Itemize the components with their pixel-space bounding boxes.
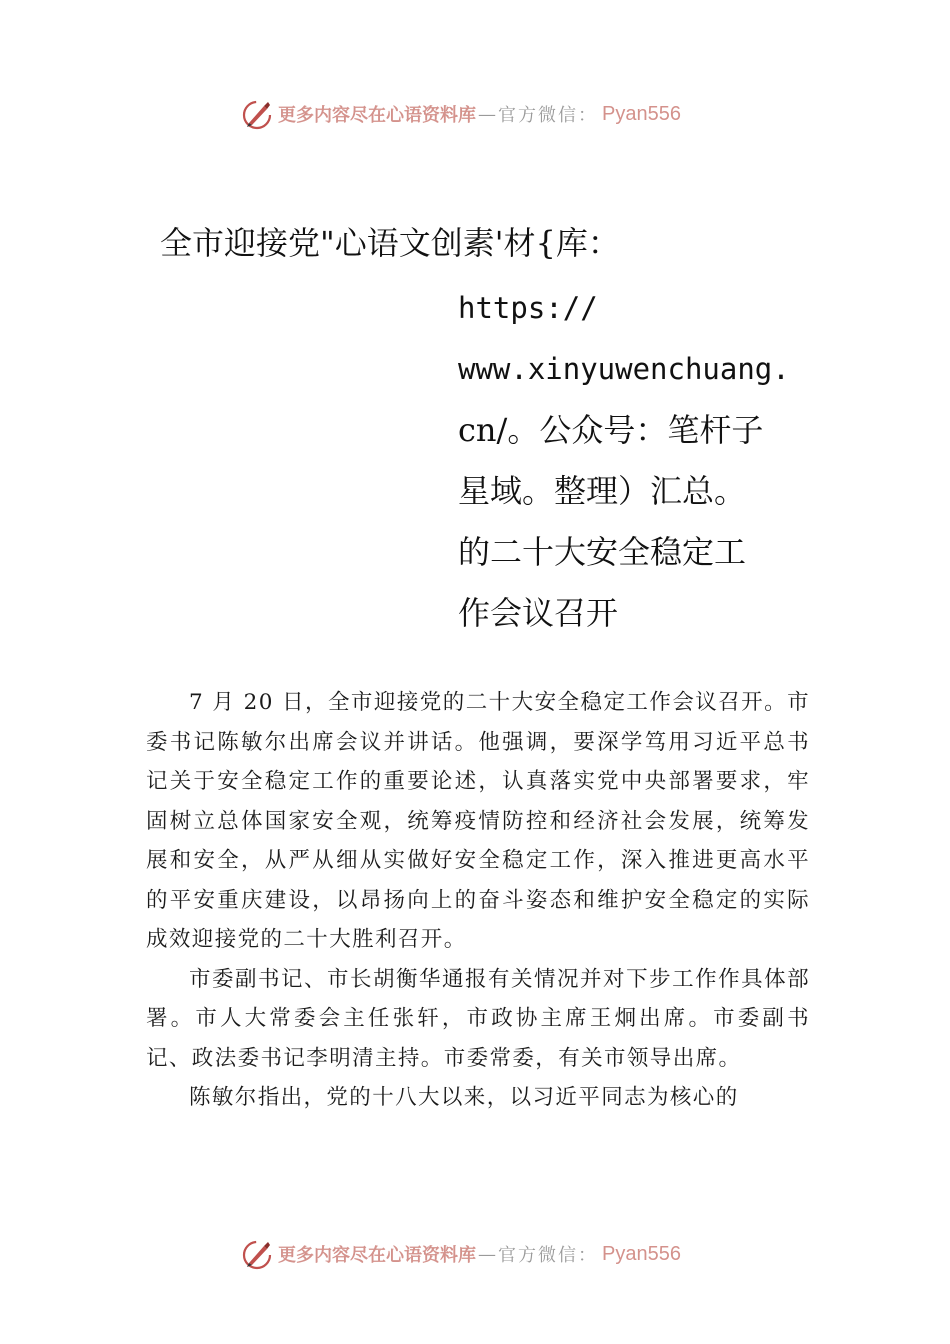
body-paragraph-3: 陈敏尔指出，党的十八大以来，以习近平同志为核心的	[189, 1085, 739, 1110]
footer-wechat-id: Pyan556	[602, 1242, 681, 1265]
header-watermark-text: 更多内容尽在心语资料库	[278, 105, 476, 126]
document-title-line-4: cn/。公众号：笔杆子	[458, 411, 764, 449]
header-watermark-dash: —	[478, 103, 496, 125]
header-wechat-id: Pyan556	[602, 102, 681, 125]
footer-watermark-text: 更多内容尽在心语资料库	[278, 1245, 476, 1266]
footer-wechat-label: 官方微信：	[498, 1245, 598, 1266]
document-title-line-2: https://	[458, 291, 598, 325]
header-watermark	[240, 96, 760, 132]
document-title-continuation	[458, 278, 798, 644]
document-title-line-5: 星域。整理）汇总。	[458, 472, 747, 510]
document-title-line-7: 作会议召开	[458, 594, 619, 632]
footer-watermark	[240, 1236, 760, 1272]
body-paragraph-2: 市委副书记、市长胡衡华通报有关情况并对下步工作作具体部署。市人大常委会主任张轩，市政协主席王炯出席。市委副书记、政法委书记李明清主持。市委常委，有关市领导出席。	[146, 966, 810, 1071]
header-wechat-label: 官方微信：	[498, 105, 598, 126]
pen-logo-icon	[240, 1237, 274, 1271]
body-paragraph-1: 7 月 20 日，全市迎接党的二十大安全稳定工作会议召开。市委书记陈敏尔出席会议并讲话。他强调，要深学笃用习近平总书记关于安全稳定工作的重要论述，认真落实党中央部署要求，牢固树立总体国家安全观，统筹疫情防控和经济社会发展，统筹发展和安全，从严从细从实做好安全稳定工作，深入推进更高水平的平安重庆建设，以昂扬向上的奋斗姿态和维护安全稳定的实际成效迎接党的二十大胜利召开。	[146, 690, 810, 952]
document-title-line-3: www.xinyuwenchuang.	[458, 352, 790, 386]
footer-watermark-dash: —	[478, 1243, 496, 1265]
document-body	[146, 683, 810, 1118]
document-title-line-1: 全市迎接党"心语文创素'材{库：	[160, 224, 620, 262]
document-title-line-6: 的二十大安全稳定工	[458, 533, 747, 571]
pen-logo-icon	[240, 97, 274, 131]
